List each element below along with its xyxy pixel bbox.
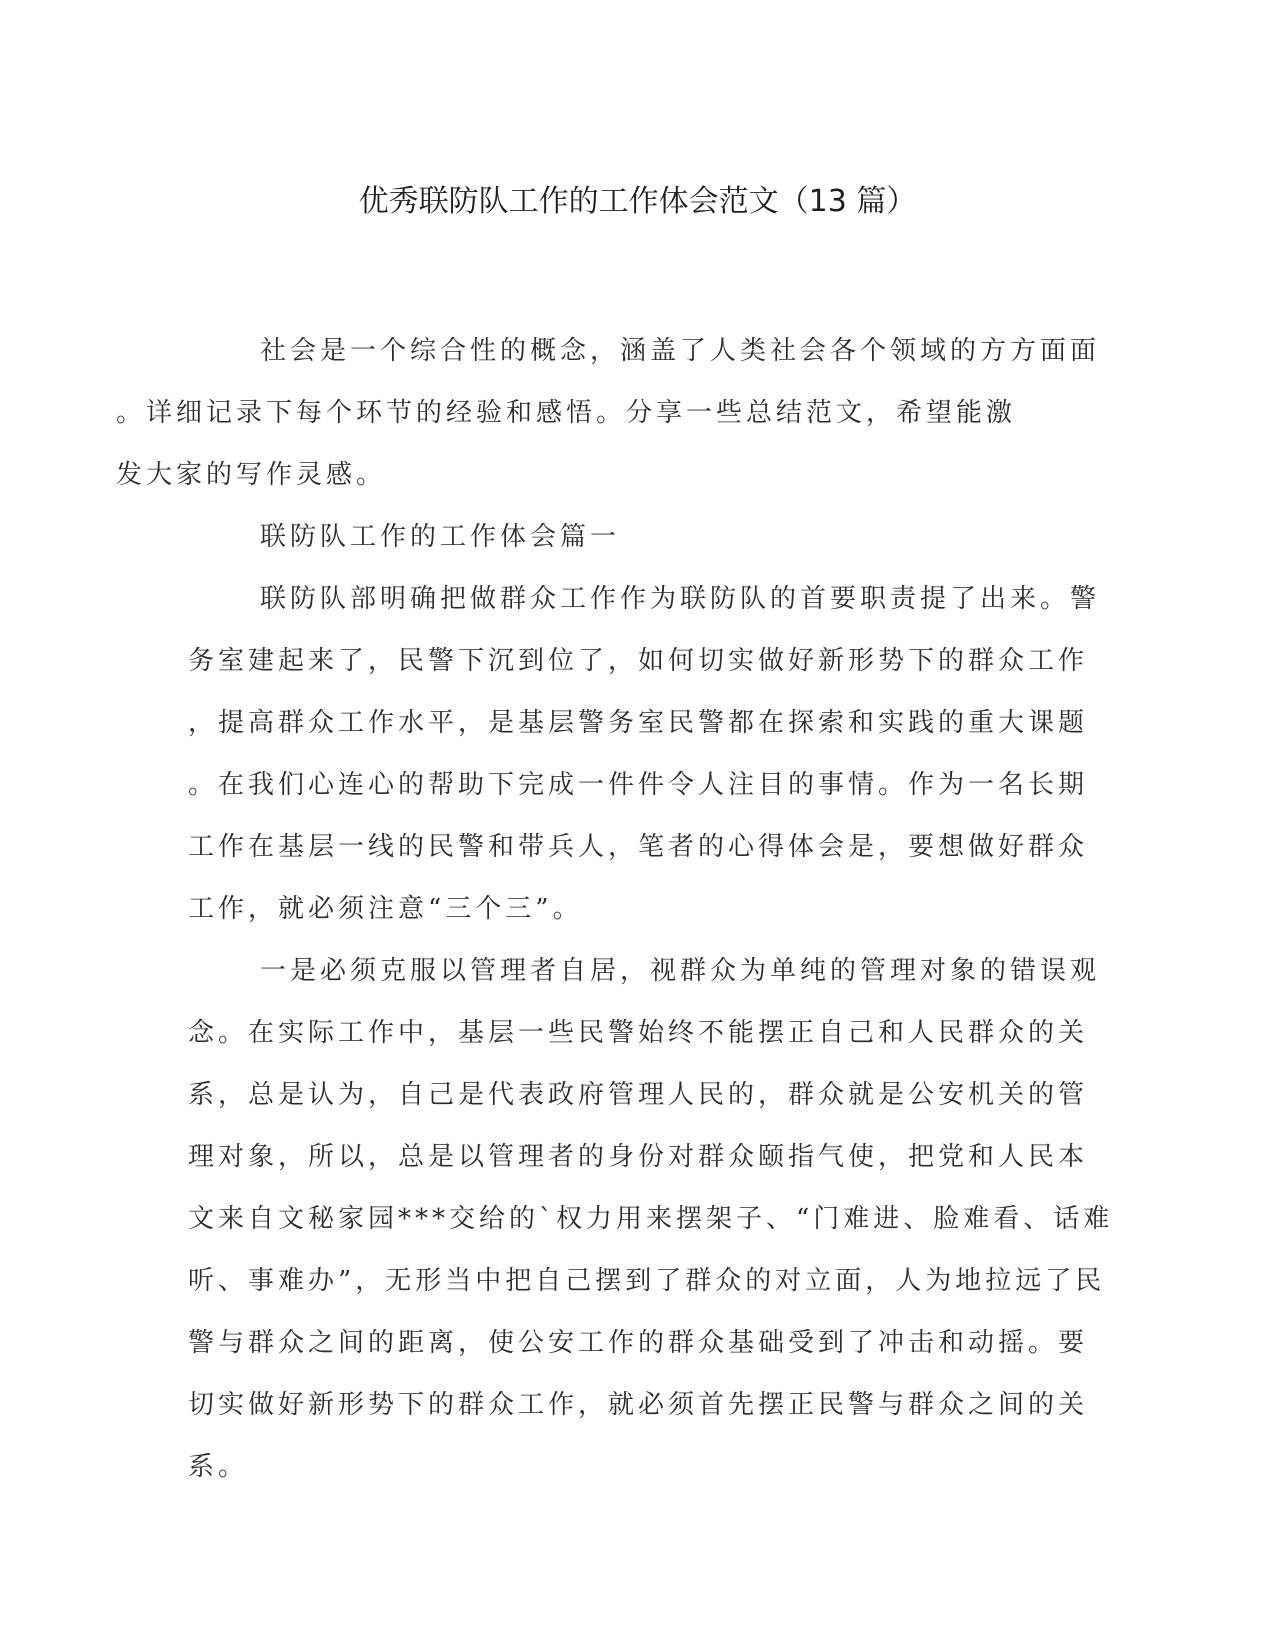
text-line: 。详细记录下每个环节的经验和感悟。分享一些总结范文，希望能激 — [116, 398, 1017, 428]
paragraph-intro — [116, 320, 1101, 506]
text-line: 念。在实际工作中，基层一些民警始终不能摆正自己和人民群众的关 — [188, 1018, 1089, 1048]
text-line: 文来自文秘家园***交给的`权力用来摆架子、“门难进、脸难看、话难 — [188, 1204, 1114, 1234]
text-line: 联防队部明确把做群众工作作为联防队的首要职责提了出来。警 — [260, 584, 1101, 614]
paragraph-1 — [188, 568, 1101, 940]
text-line: 切实做好新形势下的群众工作，就必须首先摆正民警与群众之间的关 — [188, 1390, 1089, 1420]
text-line: 一是必须克服以管理者自居，视群众为单纯的管理对象的错误观 — [260, 956, 1101, 986]
text-line: 发大家的写作灵感。 — [116, 460, 387, 490]
text-line: 理对象，所以，总是以管理者的身份对群众颐指气使，把党和人民本 — [188, 1142, 1089, 1172]
text-line: 工作在基层一线的民警和带兵人，笔者的心得体会是，要想做好群众 — [188, 832, 1089, 862]
document-body — [116, 320, 1114, 1498]
text-line: 联防队工作的工作体会篇一 — [260, 522, 621, 552]
section-heading — [188, 506, 1068, 568]
text-line: 听、事难办”，无形当中把自己摆到了群众的对立面，人为地拉远了民 — [188, 1266, 1106, 1296]
text-line: ，提高群众工作水平，是基层警务室民警都在探索和实践的重大课题 — [188, 708, 1089, 738]
text-line: 务室建起来了，民警下沉到位了，如何切实做好新形势下的群众工作 — [188, 646, 1089, 676]
text-line: 工作，就必须注意“三个三”。 — [188, 894, 583, 924]
text-line: 警与群众之间的距离，使公安工作的群众基础受到了冲击和动摇。要 — [188, 1328, 1089, 1358]
text-line: 社会是一个综合性的概念，涵盖了人类社会各个领域的方方面面 — [260, 336, 1101, 366]
document-title: 优秀联防队工作的工作体会范文（13 篇） — [358, 184, 917, 219]
text-line: 系。 — [188, 1452, 249, 1482]
text-line: 。在我们心连心的帮助下完成一件件令人注目的事情。作为一名长期 — [188, 770, 1089, 800]
text-line: 系，总是认为，自己是代表政府管理人民的，群众就是公安机关的管 — [188, 1080, 1089, 1110]
paragraph-2 — [188, 940, 1114, 1498]
